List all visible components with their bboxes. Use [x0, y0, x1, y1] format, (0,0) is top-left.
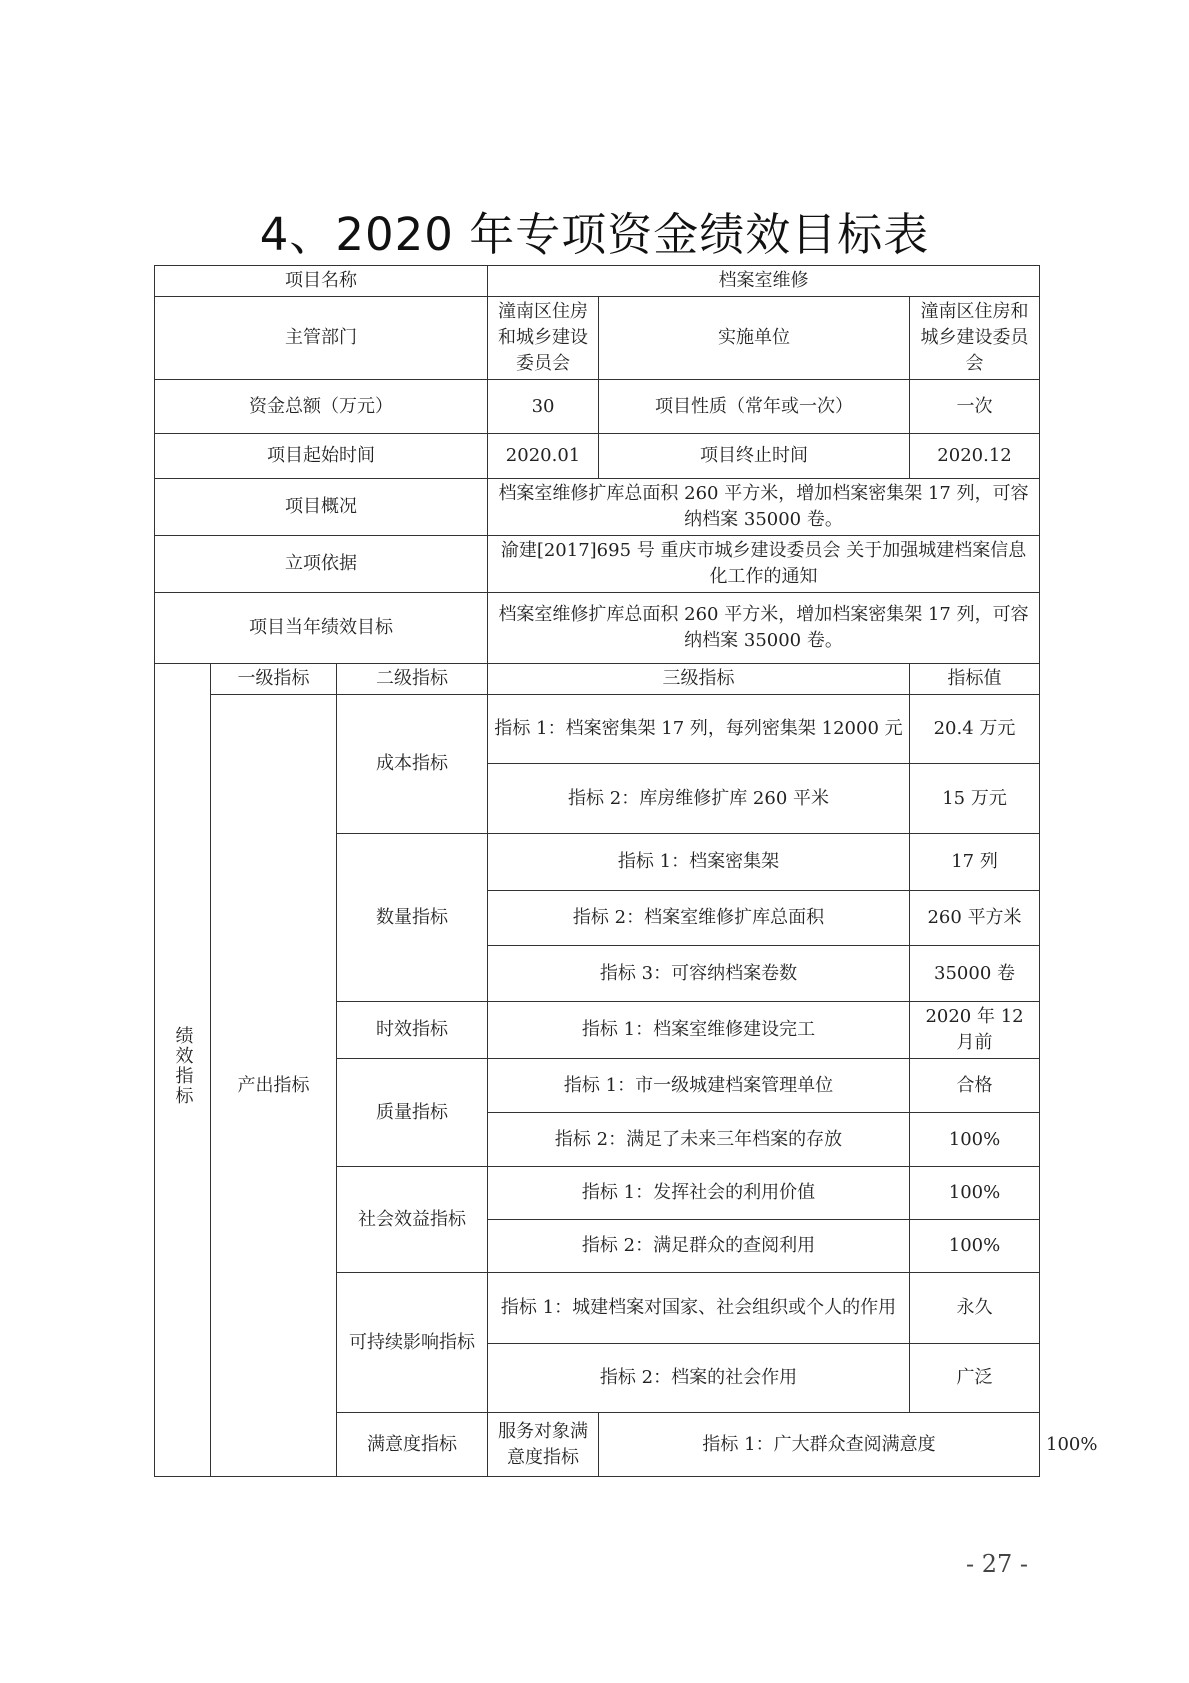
overview-value: 档案室维修扩库总面积 260 平方米，增加档案密集架 17 列，可容纳档案 35000 卷。	[488, 479, 1040, 536]
nature-label: 项目性质（常年或一次）	[599, 380, 910, 434]
impl-label: 实施单位	[599, 297, 910, 380]
row-department	[155, 297, 1040, 380]
quantity-indicator-1-value: 17 列	[910, 834, 1040, 891]
cost-indicator-2: 指标 2：库房维修扩库 260 平米	[488, 764, 910, 834]
col-level3-header: 三级指标	[488, 664, 910, 695]
cost-indicator-2-value: 15 万元	[910, 764, 1040, 834]
dept-label: 主管部门	[155, 297, 488, 380]
cost-indicator-1-value: 20.4 万元	[910, 695, 1040, 764]
start-label: 项目起始时间	[155, 434, 488, 479]
indicator-section-label: 绩效指标	[155, 664, 211, 1477]
sustain-indicator-1-value: 永久	[910, 1273, 1040, 1344]
project-name-label: 项目名称	[155, 266, 488, 297]
social-indicator-2-value: 100%	[910, 1220, 1040, 1273]
cost-indicator-label: 成本指标	[337, 695, 488, 834]
overview-label: 项目概况	[155, 479, 488, 536]
satisfaction-sub-label: 服务对象满意度指标	[488, 1413, 599, 1477]
quantity-indicator-label: 数量指标	[337, 834, 488, 1002]
row-time	[155, 434, 1040, 479]
table-row	[155, 695, 1040, 764]
quality-indicator-1-value: 合格	[910, 1059, 1040, 1113]
time-indicator-1: 指标 1：档案室维修建设完工	[488, 1002, 910, 1059]
social-indicator-2: 指标 2：满足群众的查阅利用	[488, 1220, 910, 1273]
table-row: 满意度指标 服务对象满意度指标 指标 1：广大群众查阅满意度 100%	[155, 1413, 1040, 1477]
end-label: 项目终止时间	[599, 434, 910, 479]
social-indicator-1-value: 100%	[910, 1167, 1040, 1220]
fund-label: 资金总额（万元）	[155, 380, 488, 434]
start-value: 2020.01	[488, 434, 599, 479]
satisfaction-indicator-label: 满意度指标	[337, 1413, 488, 1477]
col-level2-header: 二级指标	[337, 664, 488, 695]
goal-label: 项目当年绩效目标	[155, 593, 488, 664]
sustain-indicator-2: 指标 2：档案的社会作用	[488, 1344, 910, 1413]
output-indicator-label: 产出指标	[211, 695, 337, 1477]
dept-value: 潼南区住房和城乡建设委员会	[488, 297, 599, 380]
row-goal	[155, 593, 1040, 664]
quality-indicator-label: 质量指标	[337, 1059, 488, 1167]
quality-indicator-1: 指标 1：市一级城建档案管理单位	[488, 1059, 910, 1113]
cost-indicator-1: 指标 1：档案密集架 17 列，每列密集架 12000 元	[488, 695, 910, 764]
nature-value: 一次	[910, 380, 1040, 434]
sustain-indicator-2-value: 广泛	[910, 1344, 1040, 1413]
goal-value: 档案室维修扩库总面积 260 平方米，增加档案密集架 17 列，可容纳档案 35000 卷。	[488, 593, 1040, 664]
quality-indicator-2: 指标 2：满足了未来三年档案的存放	[488, 1113, 910, 1167]
sustainability-indicator-label: 可持续影响指标	[337, 1273, 488, 1413]
fund-value: 30	[488, 380, 599, 434]
time-indicator-label: 时效指标	[337, 1002, 488, 1059]
col-level1-header: 一级指标	[211, 664, 337, 695]
sustain-indicator-1: 指标 1：城建档案对国家、社会组织或个人的作用	[488, 1273, 910, 1344]
page-title: 4、2020 年专项资金绩效目标表	[259, 208, 930, 261]
row-indicator-header	[155, 664, 1040, 695]
end-value: 2020.12	[910, 434, 1040, 479]
row-project-name	[155, 266, 1040, 297]
row-overview	[155, 479, 1040, 536]
impl-value: 潼南区住房和城乡建设委员会	[910, 297, 1040, 380]
social-benefit-indicator-label: 社会效益指标	[337, 1167, 488, 1273]
basis-value: 渝建[2017]695 号 重庆市城乡建设委员会 关于加强城建档案信息化工作的通知	[488, 536, 1040, 593]
time-indicator-1-value: 2020 年 12 月前	[910, 1002, 1040, 1059]
quantity-indicator-2: 指标 2：档案室维修扩库总面积	[488, 891, 910, 946]
col-value-header: 指标值	[910, 664, 1040, 695]
quantity-indicator-3: 指标 3：可容纳档案卷数	[488, 946, 910, 1002]
row-fund	[155, 380, 1040, 434]
social-indicator-1: 指标 1：发挥社会的利用价值	[488, 1167, 910, 1220]
performance-target-table	[154, 265, 1098, 1477]
row-basis	[155, 536, 1040, 593]
quantity-indicator-3-value: 35000 卷	[910, 946, 1040, 1002]
page-number: - 27 -	[965, 1550, 1028, 1578]
basis-label: 立项依据	[155, 536, 488, 593]
project-name-value: 档案室维修	[488, 266, 1040, 297]
quantity-indicator-1: 指标 1：档案密集架	[488, 834, 910, 891]
quantity-indicator-2-value: 260 平方米	[910, 891, 1040, 946]
satisfaction-indicator-1: 指标 1：广大群众查阅满意度	[599, 1413, 1040, 1477]
quality-indicator-2-value: 100%	[910, 1113, 1040, 1167]
